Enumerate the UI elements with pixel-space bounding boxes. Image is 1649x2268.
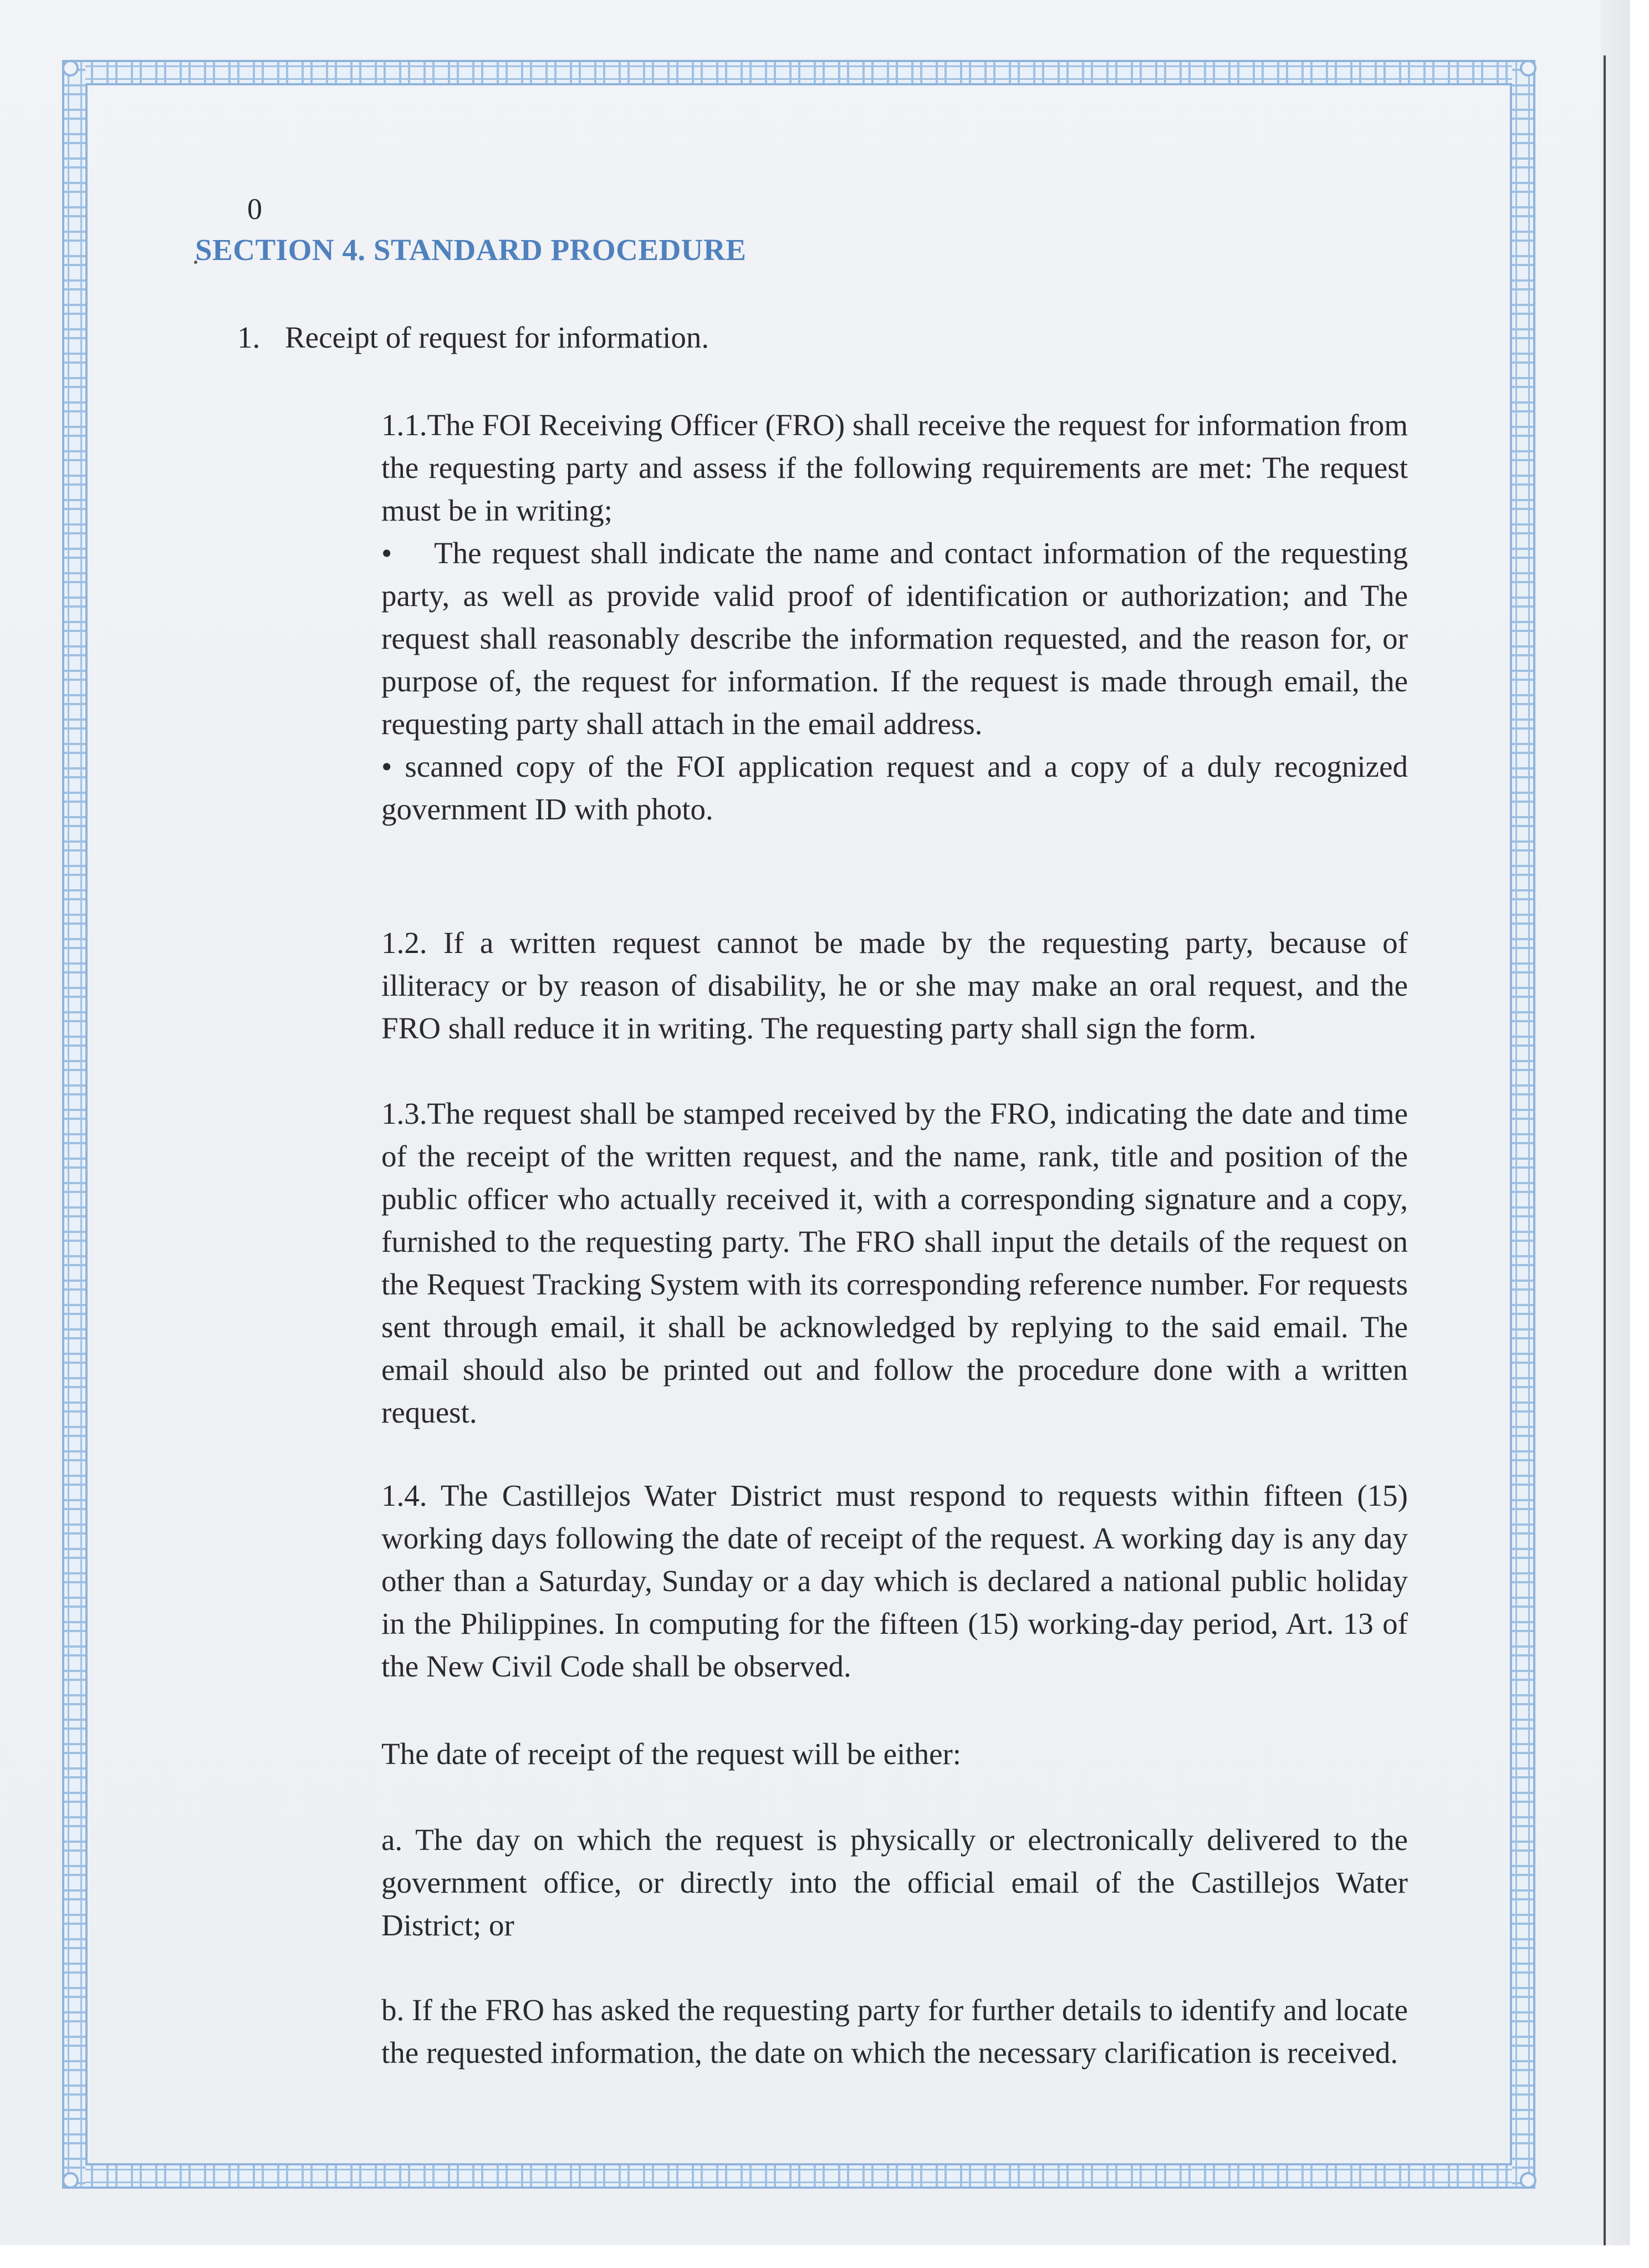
item-1-heading (237, 318, 709, 357)
bullet-2-symbol: • (381, 750, 392, 783)
section-title: SECTION 4. STANDARD PROCEDURE (195, 233, 747, 267)
bullet-item-2 (381, 745, 1408, 830)
bullet-1-symbol: • (381, 536, 392, 570)
option-a: a. The day on which the request is physically or electronically delivered to the government office, or directly into the official email of the Castillejos Water District; or (381, 1823, 1408, 1942)
item-1-heading-text: Receipt of request for information. (285, 320, 709, 354)
bullet-1-text: The request shall indicate the name and contact information of the requesting party, as well as provide valid proof of identification or authorization; and The request shall reasonably describe the information requested, and the reason for, or purpose of, the request for information. If the request is made through email, the requesting party shall attach in the email address. (381, 536, 1408, 741)
page-number: 0 (247, 192, 262, 226)
bullet-2-text: scanned copy of the FOI application request and a copy of a duly recognized government ID with photo. (381, 750, 1408, 826)
date-of-receipt-intro: The date of receipt of the request will be either: (381, 1737, 962, 1771)
paragraph-1-1-lead: 1.1.The FOI Receiving Officer (FRO) shall receive the request for information from the requesting party and assess if the following requirements are met: The request must be in writing; (381, 408, 1408, 527)
item-1-number: 1. (237, 320, 261, 354)
option-b: b. If the FRO has asked the requesting party for further details to identify and locate the requested information, the date on which the necessary clarification is received. (381, 1993, 1408, 2070)
paragraph-1-3: 1.3.The request shall be stamped received by the FRO, indicating the date and time of the receipt of the written request, and the name, rank, title and position of the public officer who actually received it, with a corresponding signature and a copy, furnished to the requesting party. The FRO shall input the details of the request on the Request Tracking System with its corresponding reference number. For requests sent through email, it shall be acknowledged by replying to the said email. The email should also be printed out and follow the procedure done with a written request. (381, 1097, 1408, 1429)
paragraph-1-1 (381, 404, 1408, 830)
bullet-item-1 (381, 532, 1408, 745)
paragraph-1-4: 1.4. The Castillejos Water District must respond to requests within fifteen (15) working days following the date of receipt of the request. A working day is any day other than a Saturday, Sunday or a day which is declared a national public holiday in the Philippines. In computing for the fifteen (15) working-day period, Art. 13 of the New Civil Code shall be observed. (381, 1479, 1408, 1683)
paragraph-1-2: 1.2. If a written request cannot be made by the requesting party, because of illiteracy or by reason of disability, he or she may make an oral request, and the FRO shall reduce it in writing. The requesting party shall sign the form. (381, 926, 1408, 1045)
